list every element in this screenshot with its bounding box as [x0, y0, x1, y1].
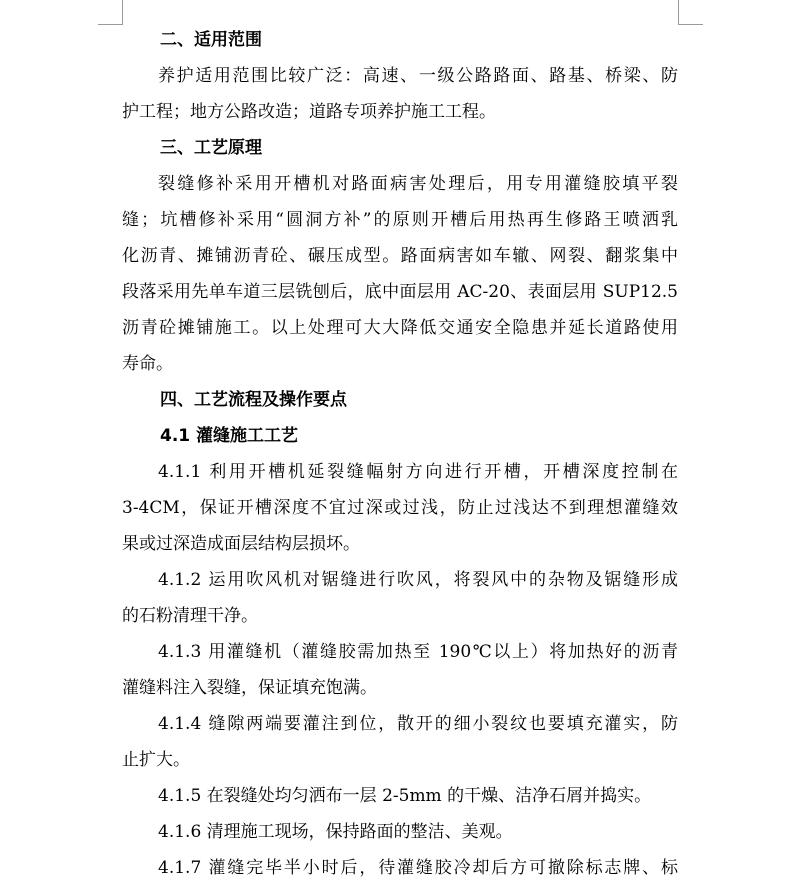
list-item-line: 3-4CM，保证开槽深度不宜过深或过浅，防止过浅达不到理想灌缝效 — [122, 498, 678, 518]
paragraph-line: 缝；坑槽修补采用“圆洞方补”的原则开槽后用热再生修路王喷洒乳 — [122, 210, 678, 230]
list-item-line: 灌缝料注入裂缝，保证填充饱满。 — [122, 678, 377, 698]
paragraph-line: 裂缝修补采用开槽机对路面病害处理后，用专用灌缝胶填平裂 — [158, 174, 678, 194]
paragraph-line: 养护适用范围比较广泛：高速、一级公路路面、路基、桥梁、防 — [158, 66, 678, 86]
list-item-line: 止扩大。 — [122, 750, 190, 770]
list-item-line: 4.1.4 缝隙两端要灌注到位，散开的细小裂纹也要填充灌实，防 — [158, 714, 678, 734]
list-item-line: 4.1.5 在裂缝处均匀洒布一层 2-5mm 的干燥、洁净石屑并捣实。 — [158, 786, 652, 806]
paragraph-line: 段落采用先单车道三层铣刨后，底中面层用 AC-20、表面层用 SUP12.5 — [122, 282, 678, 302]
section-heading-principle: 三、工艺原理 — [160, 138, 262, 158]
list-item-line: 4.1.7 灌缝完毕半小时后，待灌缝胶冷却后方可撤除标志牌、标 — [158, 858, 678, 878]
crop-mark-left — [98, 0, 123, 25]
paragraph-line: 护工程；地方公路改造；道路专项养护施工工程。 — [122, 102, 496, 122]
section-heading-process: 四、工艺流程及操作要点 — [160, 390, 347, 410]
paragraph-line: 沥青砼摊铺施工。以上处理可大大降低交通安全隐患并延长道路使用 — [122, 318, 678, 338]
document-page — [122, 22, 678, 882]
subsection-heading: 4.1 灌缝施工工艺 — [160, 426, 299, 446]
list-item-line: 4.1.3 用灌缝机（灌缝胶需加热至 190℃以上）将加热好的沥青 — [158, 642, 678, 662]
paragraph-line: 寿命。 — [122, 354, 173, 374]
list-item-line: 4.1.1 利用开槽机延裂缝幅射方向进行开槽，开槽深度控制在 — [158, 462, 678, 482]
list-item-line: 4.1.6 清理施工现场，保持路面的整洁、美观。 — [158, 822, 513, 842]
crop-mark-right — [678, 0, 703, 25]
paragraph-line: 化沥青、摊铺沥青砼、碾压成型。路面病害如车辙、网裂、翻浆集中 — [122, 246, 678, 266]
list-item-line: 的石粉清理干净。 — [122, 606, 258, 626]
list-item-line: 果或过深造成面层结构层损坏。 — [122, 534, 360, 554]
list-item-line: 4.1.2 运用吹风机对锯缝进行吹风，将裂风中的杂物及锯缝形成 — [158, 570, 678, 590]
section-heading-scope: 二、适用范围 — [160, 30, 262, 50]
